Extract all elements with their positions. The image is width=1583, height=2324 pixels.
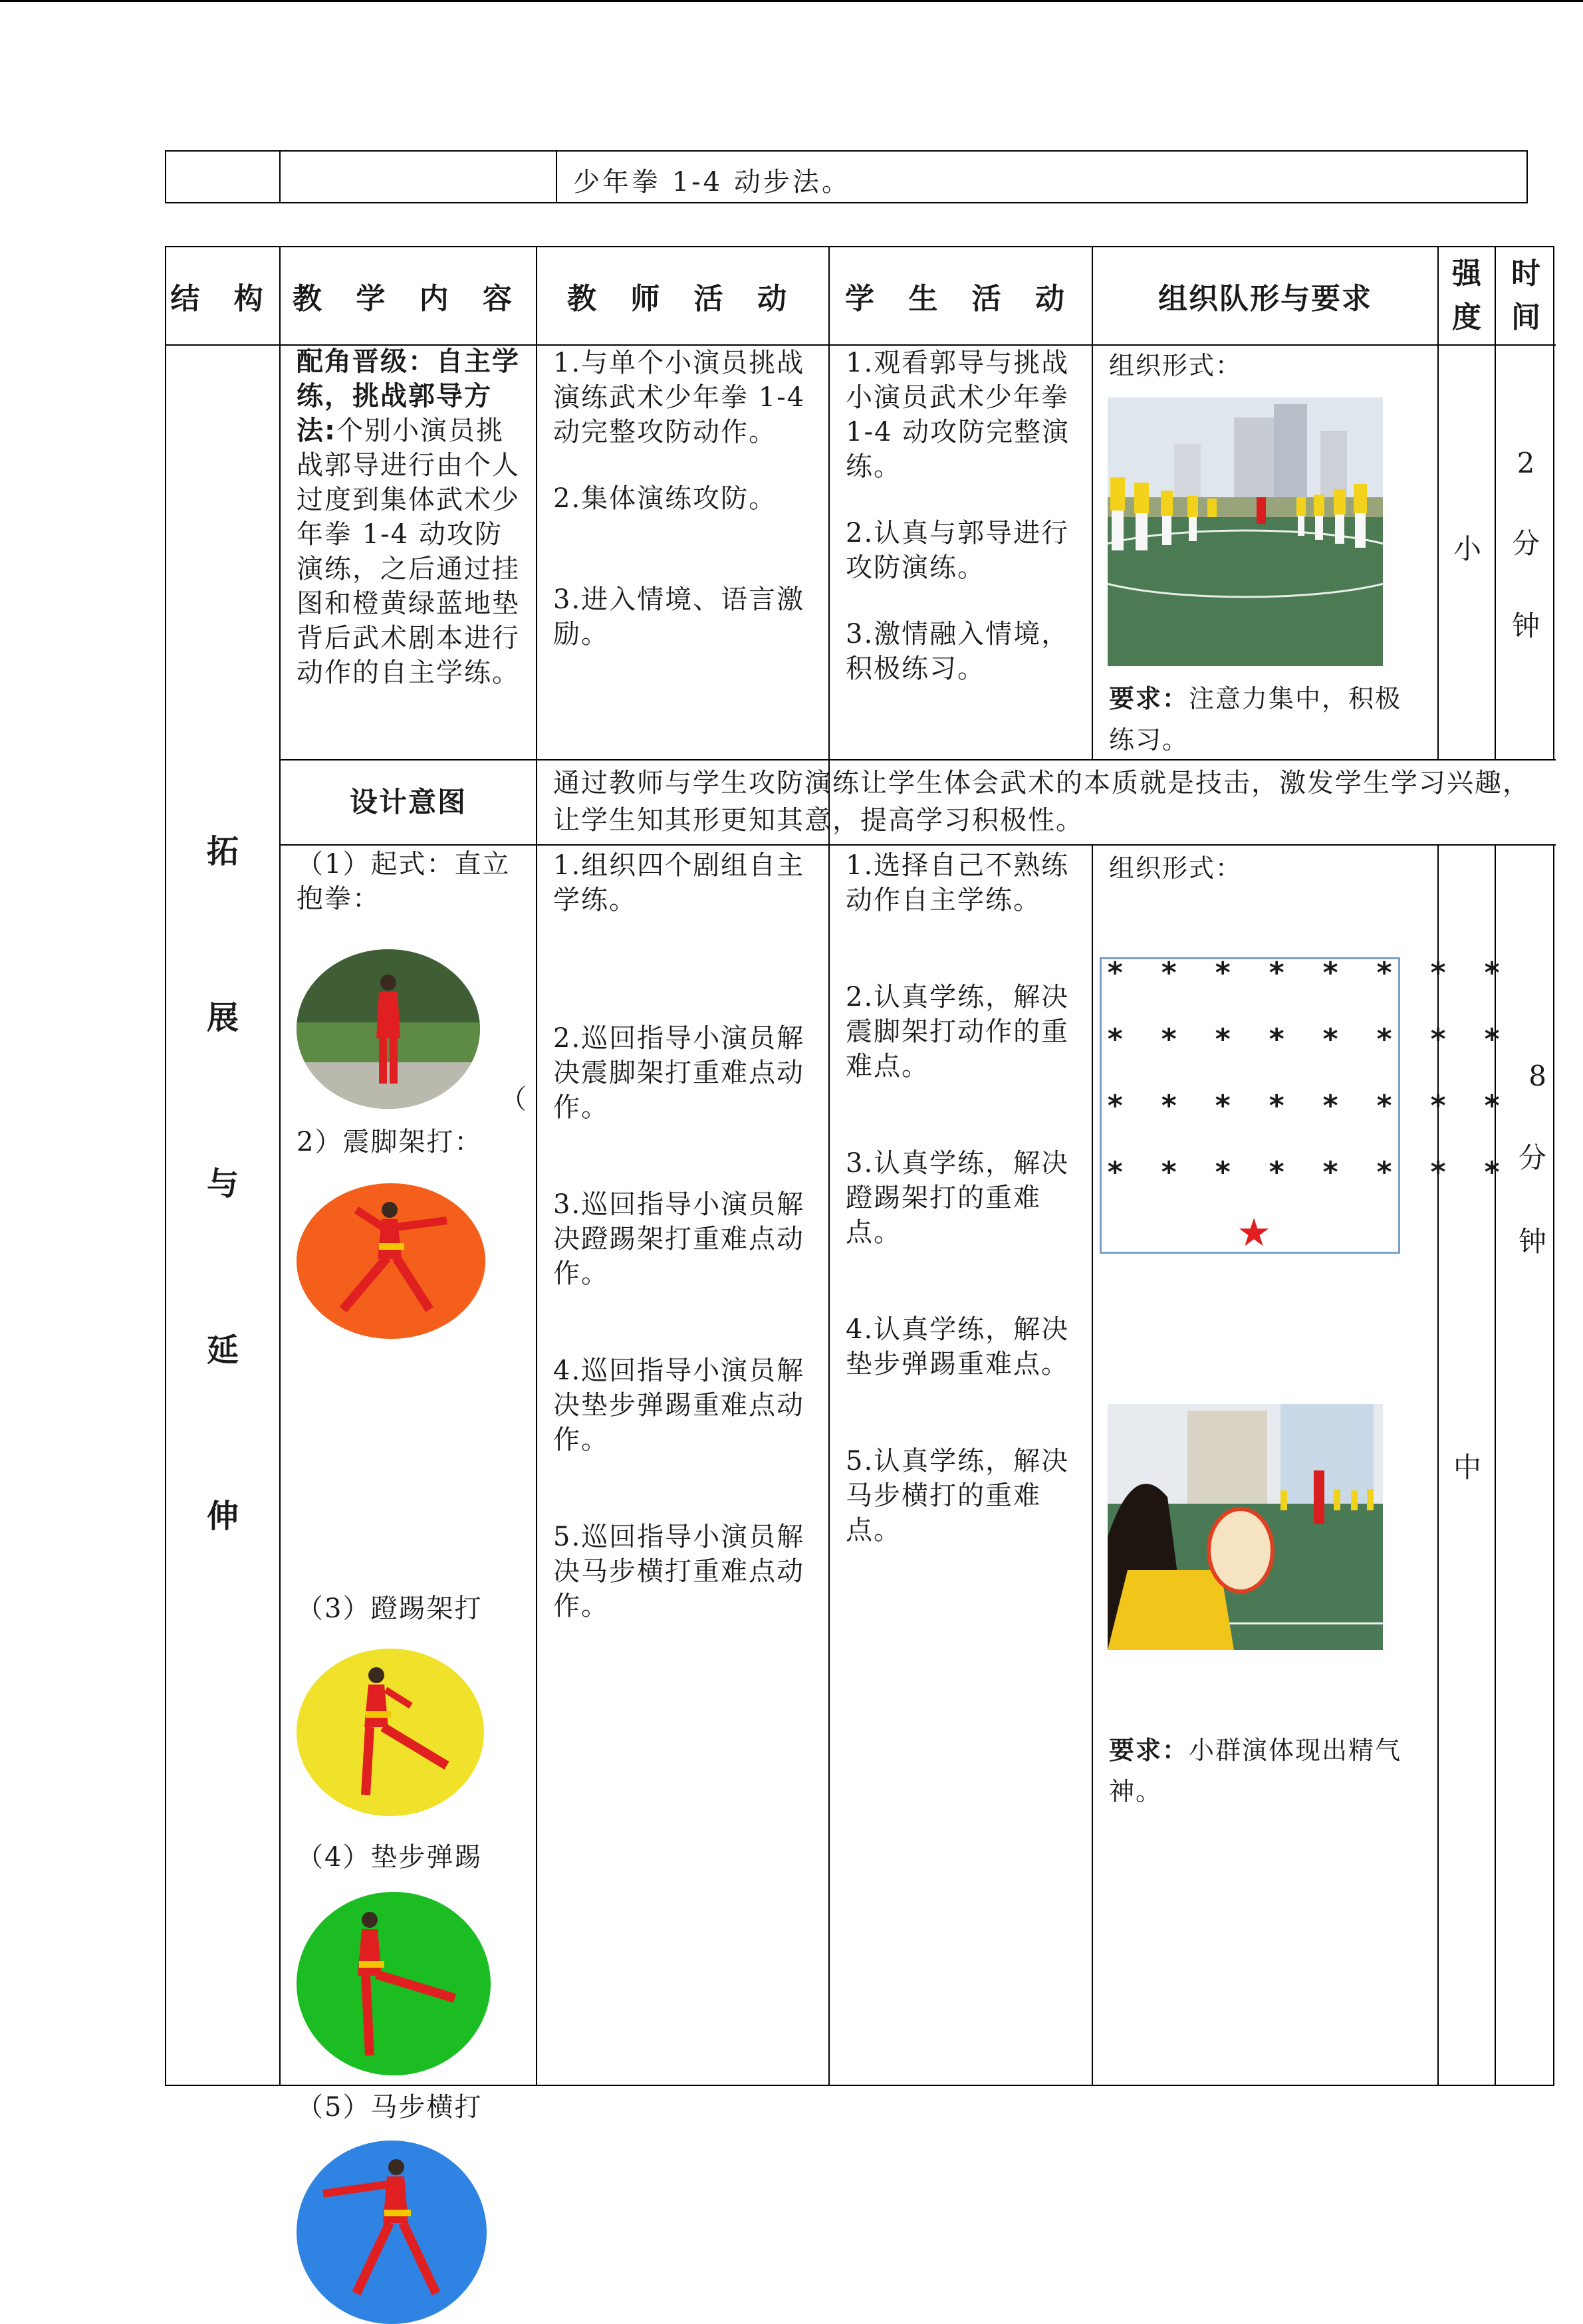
design-intent-label: 设计意图 [349,786,467,818]
section2-requirement: 要求：小群演体现出精气神。 [1109,1736,1402,1806]
section1-org-label: 组织形式： [1109,351,1243,380]
header-teacher: 教 师 活 动 [567,282,798,316]
move-1-label: （1）起式：直立抱拳： [297,849,511,914]
section1-requirement: 要求：注意力集中，积极练习。 [1109,684,1402,755]
section2-time: 8 分 钟 [1518,1060,1546,1258]
move-5-label: （5）马步横打 [297,2092,483,2123]
move-3-label: （3）蹬踢架打 [297,1593,483,1624]
header-time: 时 间 [1511,257,1540,334]
mabu-pose-photo [297,2141,487,2324]
formation-row-1: * * * * * * * * [1106,956,1511,990]
move-4-label: （4）垫步弹踢 [297,1842,483,1873]
header-organization: 组织队形与要求 [1158,282,1372,316]
formation-row-4: * * * * * * * * [1106,1155,1511,1189]
section1-intensity: 小 [1453,532,1483,565]
formation-row-3: * * * * * * * * [1106,1089,1511,1123]
previous-table-tail [165,150,1528,203]
dengti-pose-photo [297,1649,484,1816]
dianbu-pose-photo [297,1892,491,2075]
section1-method-title: 配角晋级：自主学练，挑战郭导方法: [297,346,520,446]
section1-time: 2 分 钟 [1511,447,1540,642]
move-2-label: 2）震脚架打： [297,1127,483,1157]
structure-char-3: 与 [206,1165,239,1203]
teacher-position-star: ★ [1237,1210,1271,1255]
header-content: 教 学 内 容 [293,282,524,316]
lesson-plan-table [165,246,1554,2123]
structure-char-2: 展 [206,999,239,1036]
header-student: 学 生 活 动 [845,282,1076,316]
section1-teacher: 1.与单个小演员挑战演练武术少年拳 1-4 动完整攻防动作。 2.集体演练攻防。 3.进入情境、语言激励。 [553,348,806,649]
formation-row-2: * * * * * * * * [1106,1022,1511,1056]
section2-teacher: 1.组织四个剧组自主学练。 2.巡回指导小演员解决震脚架打重难点动作。 3.巡回指导小演员解决蹬踢架打重难点动作。 4.巡回指导小演员解决垫步弹踢重难点动作。 5.巡回指导小演员解决马步横打重难点动作。 [553,850,805,1621]
zhenjiao-pose-photo [297,1183,485,1339]
section1-method-text: 个别小演员挑战郭导进行由个人过度到集体武术少年拳 1-4 动攻防演练，之后通过挂图和橙黄绿蓝地垫背后武术剧本进行动作的自主学练。 [297,415,520,688]
structure-char-5: 伸 [206,1498,239,1535]
design-intent-text: 通过教师与学生攻防演练让学生体会武术的本质就是技击，激发学生学习兴趣，让学生知其形更知其意，提高学习积极性。 [553,768,1530,836]
section1-student: 1.观看郭导与挑战小演员武术少年拳 1-4 动攻防完整演练。 2.认真与郭导进行攻防演练。 3.激情融入情境，积极练习。 [846,348,1070,684]
previous-row-text: 少年拳 1-4 动步法。 [573,167,851,197]
move-2-paren: （ [500,1084,528,1115]
start-pose-photo [297,949,480,1109]
students-performance-photo [1108,1404,1383,1650]
header-intensity: 强 度 [1452,257,1481,334]
section2-org-label: 组织形式： [1109,854,1243,883]
structure-char-1: 拓 [206,833,239,870]
section2-intensity: 中 [1453,1451,1483,1484]
structure-char-4: 延 [206,1332,239,1369]
field-drill-photo [1108,398,1383,666]
header-structure: 结 构 [170,282,275,316]
page-top-rule [0,0,1583,2]
section2-student: 1.选择自己不熟练动作自主学练。 2.认真学练，解决震脚架打动作的重难点。 3.认真学练，解决蹬踢架打的重难点。 4.认真学练，解决垫步弹踢重难点。 5.认真学练，解决马步横打的重难点。 [846,850,1070,1546]
section1-content [297,344,523,690]
